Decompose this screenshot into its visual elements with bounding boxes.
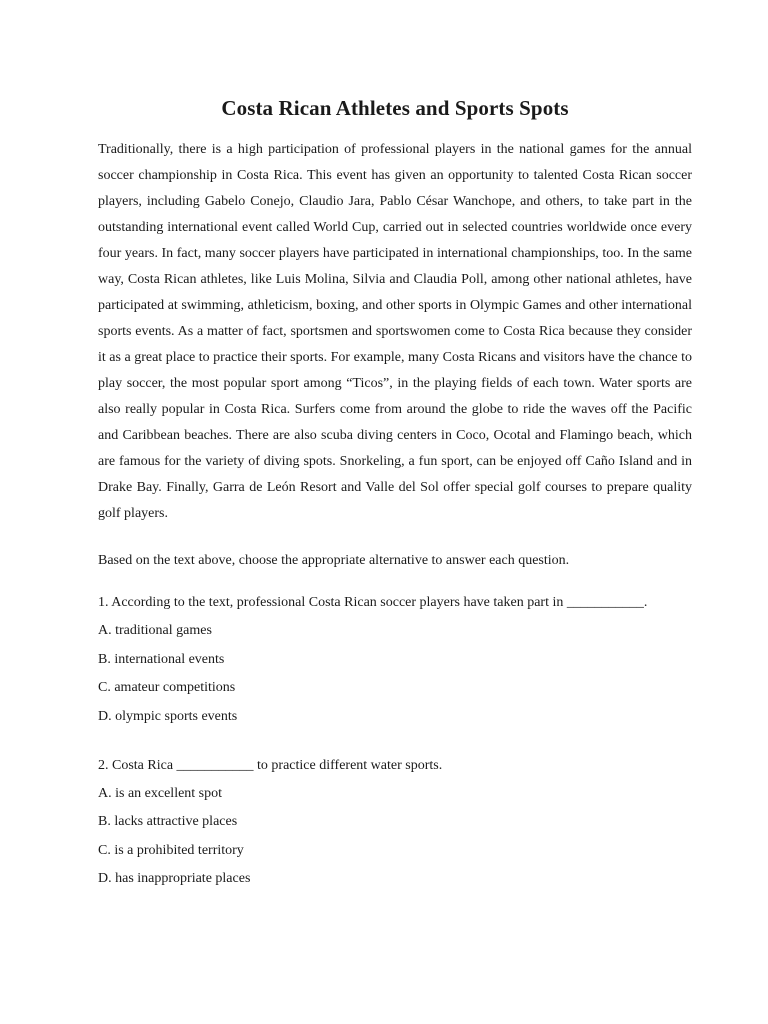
answer-option-b: B. international events — [98, 651, 225, 667]
document-page — [98, 96, 692, 899]
answer-option-d: D. has inappropriate places — [98, 871, 251, 886]
answer-option-a: A. is an excellent spot — [98, 785, 223, 801]
answer-option-c: C. amateur competitions — [98, 680, 236, 695]
answer-option-d: D. olympic sports events — [98, 708, 238, 724]
question-stem: 1. According to the text, professional Costa Rican soccer players have taken part in ___________. — [98, 595, 648, 610]
answer-option-b: B. lacks attractive places — [98, 814, 238, 829]
question-stem: 2. Costa Rica ___________ to practice different water sports. — [98, 757, 443, 773]
instruction-text: Based on the text above, choose the appropriate alternative to answer each question. — [98, 553, 570, 568]
question-2 — [98, 757, 692, 889]
answer-options — [98, 785, 692, 889]
document-title: Costa Rican Athletes and Sports Spots — [221, 96, 569, 120]
answer-options — [98, 622, 692, 726]
question-1 — [98, 594, 692, 726]
reading-passage: Traditionally, there is a high participation of professional players in the national games for the annual soccer championship in Costa Rica. This event has given an opportunity to talented Costa Rican soccer players, including Gabelo Conejo, Claudio Jara, Pablo César Wanchope, and others, to take part in the outstanding international event called World Cup, carried out in selected countries worldwide once every four years. In fact, many soccer players have participated in international championships, too. In the same way, Costa Rican athletes, like Luis Molina, Silvia and Claudia Poll, among other national athletes, have participated at swimming, athleticism, boxing, and other sports in Olympic Games and other international sports events. As a matter of fact, sportsmen and sportswomen come to Costa Rica because they consider it as a great place to practice their sports. For example, many Costa Ricans and visitors have the chance to play soccer, the most popular sport among “Ticos”, in the playing fields of each town. Water sports are also really popular in Costa Rica. Surfers come from around the globe to ride the waves off the Pacific and Caribbean beaches. There are also scuba diving centers in Coco, Ocotal and Flamingo beach, which are famous for the variety of diving spots. Snorkeling, a fun sport, can be enjoyed off Caño Island and in Drake Bay. Finally, Garra de León Resort and Valle del Sol offer special golf courses to prepare quality golf players. — [98, 142, 692, 521]
answer-option-a: A. traditional games — [98, 623, 212, 638]
answer-option-c: C. is a prohibited territory — [98, 842, 244, 858]
